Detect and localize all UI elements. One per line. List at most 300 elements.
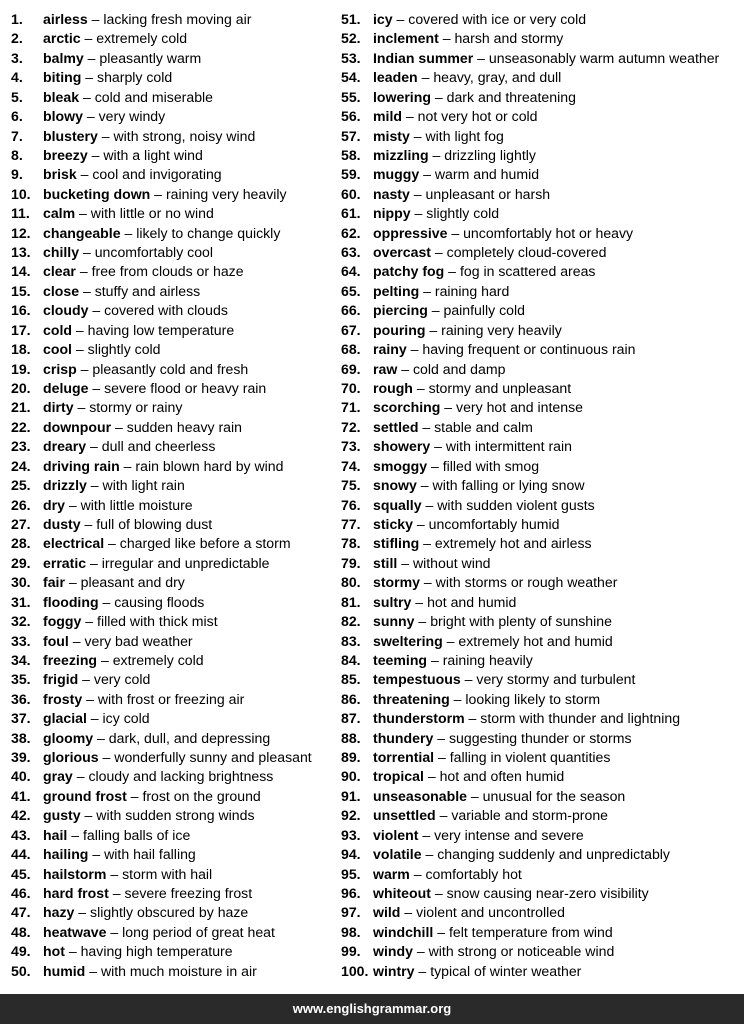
- entry-definition: storm with hail: [122, 865, 213, 882]
- list-item: [341, 165, 741, 184]
- entry-number: 62.: [341, 224, 361, 241]
- entry-separator: –: [419, 166, 435, 183]
- entry-word: windchill: [373, 923, 434, 940]
- entry-word: overcast: [373, 244, 431, 261]
- entry-word: close: [43, 282, 80, 299]
- entry-word: hot: [43, 943, 65, 960]
- entry-separator: –: [72, 768, 89, 785]
- entry-definition: with falling or lying snow: [432, 477, 585, 494]
- entry-separator: –: [75, 263, 92, 280]
- list-item: [11, 127, 336, 146]
- entry-separator: –: [419, 282, 435, 299]
- entry-definition: free from clouds or haze: [91, 263, 244, 280]
- entry-word: inclement: [373, 30, 439, 47]
- entry-word: hazy: [43, 904, 75, 921]
- entry-definition: extremely hot and humid: [458, 632, 613, 649]
- entry-separator: –: [97, 651, 113, 668]
- entry-number: 20.: [11, 380, 31, 397]
- entry-number: 87.: [341, 710, 361, 727]
- entry-word: bucketing down: [43, 185, 151, 202]
- entry-separator: –: [392, 11, 409, 27]
- list-item: [341, 962, 741, 981]
- entry-word: stormy: [373, 574, 420, 591]
- list-item: [11, 107, 336, 126]
- entry-definition: pleasantly cold and fresh: [92, 360, 249, 377]
- list-item: [341, 573, 741, 592]
- entry-number: 6.: [11, 108, 23, 125]
- entry-separator: –: [427, 302, 444, 319]
- entry-definition: very stormy and turbulent: [476, 671, 636, 688]
- entry-definition: with sudden strong winds: [96, 807, 255, 824]
- entry-number: 27.: [11, 515, 31, 532]
- entry-definition: slightly cold: [87, 341, 161, 358]
- list-item: [341, 379, 741, 398]
- entry-word: tropical: [373, 768, 424, 785]
- list-item: [341, 845, 741, 864]
- entry-word: fair: [43, 574, 65, 591]
- entry-separator: –: [420, 574, 436, 591]
- list-item: [341, 612, 741, 631]
- entry-definition: having frequent or continuous rain: [422, 341, 636, 358]
- entry-word: frosty: [43, 690, 83, 707]
- list-item: [11, 10, 336, 29]
- entry-number: 50.: [11, 962, 31, 979]
- entry-separator: –: [111, 418, 127, 435]
- entry-definition: with little moisture: [80, 496, 193, 513]
- entry-number: 3.: [11, 49, 23, 66]
- entry-definition: uncomfortably humid: [428, 515, 560, 532]
- entry-definition: pleasant and dry: [80, 574, 185, 591]
- entry-separator: –: [438, 30, 455, 47]
- list-item: [11, 748, 336, 767]
- entry-word: glorious: [43, 749, 99, 766]
- entry-separator: –: [435, 807, 452, 824]
- entry-word: thundery: [373, 729, 434, 746]
- entry-word: smoggy: [373, 457, 428, 474]
- entry-word: threatening: [373, 690, 450, 707]
- list-item: [11, 437, 336, 456]
- entry-word: dusty: [43, 515, 81, 532]
- entry-definition: without wind: [412, 554, 491, 571]
- entry-separator: –: [444, 263, 460, 280]
- entry-definition: with intermittent rain: [445, 438, 572, 455]
- entry-definition: with hail falling: [104, 846, 196, 863]
- list-column-right: [341, 10, 741, 981]
- entry-word: teeming: [373, 651, 428, 668]
- entry-separator: –: [412, 943, 429, 960]
- entry-word: torrential: [373, 749, 435, 766]
- entry-separator: –: [428, 146, 445, 163]
- list-item: [11, 806, 336, 825]
- list-item: [341, 360, 741, 379]
- entry-word: erratic: [43, 554, 87, 571]
- entry-word: nasty: [373, 185, 410, 202]
- list-item: [341, 632, 741, 651]
- entry-number: 9.: [11, 166, 23, 183]
- entry-separator: –: [430, 88, 447, 105]
- list-item: [11, 49, 336, 68]
- entry-definition: stormy or rainy: [89, 399, 183, 416]
- entry-word: mizzling: [373, 146, 429, 163]
- entry-number: 35.: [11, 671, 31, 688]
- entry-number: 65.: [341, 282, 361, 299]
- list-item: [11, 826, 336, 845]
- list-item: [11, 670, 336, 689]
- entry-separator: –: [427, 651, 443, 668]
- entry-definition: full of blowing dust: [96, 515, 213, 532]
- entry-number: 49.: [11, 943, 31, 960]
- list-item: [341, 593, 741, 612]
- list-item: [11, 884, 336, 903]
- entry-number: 88.: [341, 729, 361, 746]
- entry-definition: raining heavily: [442, 651, 533, 668]
- entry-separator: –: [88, 846, 105, 863]
- entry-separator: –: [447, 224, 464, 241]
- list-item: [11, 593, 336, 612]
- entry-separator: –: [76, 360, 93, 377]
- entry-word: thunderstorm: [373, 710, 465, 727]
- entry-definition: with frost or freezing air: [97, 690, 245, 707]
- entry-separator: –: [86, 438, 102, 455]
- entry-word: biting: [43, 69, 82, 86]
- entry-number: 75.: [341, 477, 361, 494]
- list-item: [11, 942, 336, 961]
- list-item: [11, 29, 336, 48]
- entry-word: gusty: [43, 807, 81, 824]
- entry-separator: –: [442, 632, 459, 649]
- entry-word: changeable: [43, 224, 121, 241]
- entry-definition: snow causing near-zero visibility: [446, 884, 649, 901]
- entry-definition: covered with clouds: [104, 302, 228, 319]
- entry-number: 68.: [341, 341, 361, 358]
- entry-separator: –: [79, 244, 95, 261]
- entry-word: oppressive: [373, 224, 448, 241]
- entry-definition: bright with plenty of sunshine: [430, 613, 612, 630]
- list-item: [11, 340, 336, 359]
- entry-separator: –: [64, 496, 81, 513]
- list-item: [11, 651, 336, 670]
- entry-word: unsettled: [373, 807, 436, 824]
- entry-number: 91.: [341, 787, 361, 804]
- entry-separator: –: [430, 884, 447, 901]
- list-item: [11, 185, 336, 204]
- entry-definition: stuffy and airless: [94, 282, 201, 299]
- entry-separator: –: [421, 846, 438, 863]
- entry-number: 46.: [11, 884, 31, 901]
- entry-definition: irregular and unpredictable: [101, 554, 270, 571]
- list-item: [341, 534, 741, 553]
- entry-word: gloomy: [43, 729, 94, 746]
- entry-definition: unseasonably warm autumn weather: [488, 49, 720, 66]
- entry-word: tempestuous: [373, 671, 461, 688]
- entry-separator: –: [81, 69, 98, 86]
- entry-separator: –: [108, 884, 125, 901]
- entry-definition: cold and damp: [412, 360, 506, 377]
- entry-definition: severe flood or heavy rain: [104, 380, 267, 397]
- entry-word: Indian summer: [373, 49, 474, 66]
- list-item: [341, 243, 741, 262]
- entry-definition: pleasantly warm: [99, 49, 202, 66]
- list-item: [341, 476, 741, 495]
- entry-separator: –: [464, 710, 481, 727]
- entry-definition: not very hot or cold: [417, 108, 538, 125]
- entry-definition: with light rain: [102, 477, 185, 494]
- list-item: [11, 68, 336, 87]
- entry-number: 17.: [11, 321, 31, 338]
- entry-separator: –: [87, 146, 104, 163]
- entry-number: 60.: [341, 185, 361, 202]
- entry-word: hailing: [43, 846, 89, 863]
- entry-definition: completely cloud-covered: [446, 244, 607, 261]
- list-item: [11, 573, 336, 592]
- entry-definition: frost on the ground: [142, 787, 261, 804]
- entry-word: dry: [43, 496, 65, 513]
- entry-definition: suggesting thunder or storms: [448, 729, 632, 746]
- list-item: [341, 437, 741, 456]
- entry-word: warm: [373, 865, 410, 882]
- list-item: [341, 457, 741, 476]
- entry-separator: –: [434, 749, 450, 766]
- entry-word: cloudy: [43, 302, 89, 319]
- list-item: [341, 767, 741, 786]
- entry-word: freezing: [43, 651, 98, 668]
- list-item: [341, 68, 741, 87]
- list-item: [341, 651, 741, 670]
- entry-separator: –: [430, 244, 447, 261]
- entry-number: 70.: [341, 380, 361, 397]
- entry-number: 78.: [341, 535, 361, 552]
- entry-definition: stormy and unpleasant: [428, 380, 572, 397]
- entry-separator: –: [67, 826, 83, 843]
- entry-separator: –: [88, 302, 105, 319]
- list-item: [341, 224, 741, 243]
- entry-number: 53.: [341, 49, 361, 66]
- entry-word: hard frost: [43, 884, 109, 901]
- entry-word: rainy: [373, 341, 407, 358]
- entry-definition: sudden heavy rain: [126, 418, 242, 435]
- entry-separator: –: [150, 185, 166, 202]
- entry-separator: –: [119, 457, 136, 474]
- entry-definition: having high temperature: [80, 943, 233, 960]
- list-item: [341, 29, 741, 48]
- list-item: [11, 398, 336, 417]
- entry-number: 93.: [341, 826, 361, 843]
- entry-word: driving rain: [43, 457, 120, 474]
- entry-separator: –: [418, 826, 435, 843]
- list-item: [341, 88, 741, 107]
- list-item: [341, 146, 741, 165]
- entry-separator: –: [473, 49, 489, 66]
- entry-separator: –: [104, 535, 120, 552]
- entry-separator: –: [401, 108, 418, 125]
- entry-definition: wonderfully sunny and pleasant: [114, 749, 312, 766]
- entry-definition: filled with thick mist: [97, 613, 218, 630]
- entry-word: hailstorm: [43, 865, 107, 882]
- entry-definition: having low temperature: [87, 321, 235, 338]
- entry-word: foul: [43, 632, 69, 649]
- entry-word: heatwave: [43, 923, 107, 940]
- entry-separator: –: [82, 690, 98, 707]
- entry-separator: –: [98, 593, 115, 610]
- entry-definition: charged like before a storm: [119, 535, 291, 552]
- list-item: [341, 418, 741, 437]
- entry-word: dreary: [43, 438, 87, 455]
- entry-separator: –: [82, 108, 99, 125]
- entry-number: 79.: [341, 554, 361, 571]
- entry-word: raw: [373, 360, 398, 377]
- entry-number: 89.: [341, 749, 361, 766]
- entry-separator: –: [427, 457, 443, 474]
- entry-word: chilly: [43, 244, 80, 261]
- list-item: [341, 496, 741, 515]
- entry-number: 54.: [341, 69, 361, 86]
- entry-number: 99.: [341, 943, 361, 960]
- entry-definition: violent and uncontrolled: [416, 904, 565, 921]
- entry-number: 30.: [11, 574, 31, 591]
- entry-number: 58.: [341, 146, 361, 163]
- entry-definition: variable and storm-prone: [451, 807, 609, 824]
- entry-separator: –: [414, 962, 431, 979]
- entry-definition: very windy: [98, 108, 166, 125]
- entry-word: arctic: [43, 30, 81, 47]
- list-item: [341, 10, 741, 29]
- entry-number: 32.: [11, 613, 31, 630]
- entry-word: whiteout: [373, 884, 431, 901]
- entry-separator: –: [120, 224, 137, 241]
- entry-definition: heavy, gray, and dull: [433, 69, 562, 86]
- entry-number: 36.: [11, 690, 31, 707]
- entry-number: 37.: [11, 710, 31, 727]
- entry-word: drizzly: [43, 477, 87, 494]
- list-item: [341, 903, 741, 922]
- entry-word: bleak: [43, 88, 80, 105]
- entry-number: 5.: [11, 88, 23, 105]
- entry-separator: –: [71, 341, 88, 358]
- list-item: [341, 127, 741, 146]
- entry-separator: –: [419, 535, 435, 552]
- entry-word: pouring: [373, 321, 426, 338]
- list-item: [341, 942, 741, 961]
- entry-definition: raining hard: [434, 282, 510, 299]
- entry-definition: with strong or noticeable wind: [428, 943, 615, 960]
- entry-separator: –: [80, 515, 97, 532]
- entry-word: volatile: [373, 846, 422, 863]
- entry-number: 76.: [341, 496, 361, 513]
- entry-number: 95.: [341, 865, 361, 882]
- entry-word: still: [373, 554, 398, 571]
- entry-separator: –: [79, 282, 95, 299]
- list-item: [341, 282, 741, 301]
- entry-separator: –: [98, 749, 115, 766]
- entry-word: nippy: [373, 205, 411, 222]
- entry-definition: fog in scattered areas: [459, 263, 596, 280]
- entry-number: 22.: [11, 418, 31, 435]
- entry-number: 43.: [11, 826, 31, 843]
- entry-number: 24.: [11, 457, 31, 474]
- entry-definition: extremely cold: [96, 30, 188, 47]
- entry-word: squally: [373, 496, 422, 513]
- entry-definition: warm and humid: [434, 166, 540, 183]
- list-item: [341, 321, 741, 340]
- entry-word: sunny: [373, 613, 415, 630]
- entry-number: 23.: [11, 438, 31, 455]
- footer-bar: [0, 994, 744, 1024]
- entry-word: lowering: [373, 88, 431, 105]
- list-item: [11, 962, 336, 981]
- entry-definition: typical of winter weather: [430, 962, 582, 979]
- entry-separator: –: [467, 787, 483, 804]
- entry-separator: –: [406, 341, 423, 358]
- entry-separator: –: [418, 418, 435, 435]
- entry-definition: sharply cold: [97, 69, 173, 86]
- list-item: [341, 884, 741, 903]
- entry-separator: –: [83, 49, 100, 66]
- entry-definition: extremely hot and airless: [434, 535, 592, 552]
- entry-word: rough: [373, 380, 413, 397]
- entry-definition: hot and humid: [427, 593, 517, 610]
- list-item: [341, 670, 741, 689]
- entry-number: 7.: [11, 127, 23, 144]
- entry-word: downpour: [43, 418, 112, 435]
- entry-separator: –: [74, 904, 91, 921]
- entry-definition: with a light wind: [103, 146, 203, 163]
- entry-number: 83.: [341, 632, 361, 649]
- entry-word: showery: [373, 438, 431, 455]
- entry-word: frigid: [43, 671, 79, 688]
- entry-definition: cool and invigorating: [92, 166, 222, 183]
- list-item: [11, 865, 336, 884]
- entry-separator: –: [397, 554, 413, 571]
- entry-separator: –: [64, 943, 81, 960]
- list-item: [341, 107, 741, 126]
- entry-definition: harsh and stormy: [454, 30, 564, 47]
- entry-number: 98.: [341, 923, 361, 940]
- list-item: [341, 340, 741, 359]
- entry-definition: painfully cold: [443, 302, 525, 319]
- entry-number: 18.: [11, 341, 31, 358]
- entry-separator: –: [433, 923, 449, 940]
- entry-number: 73.: [341, 438, 361, 455]
- entry-number: 63.: [341, 244, 361, 261]
- entry-separator: –: [440, 399, 457, 416]
- entry-definition: dark, dull, and depressing: [108, 729, 271, 746]
- entry-word: ground frost: [43, 787, 127, 804]
- entry-number: 61.: [341, 205, 361, 222]
- entry-word: airless: [43, 11, 88, 27]
- entry-word: sweltering: [373, 632, 443, 649]
- entry-definition: filled with smog: [442, 457, 540, 474]
- entry-number: 4.: [11, 69, 23, 86]
- entry-word: wintry: [373, 962, 415, 979]
- footer-site-url[interactable]: www.englishgrammar.org: [292, 1001, 452, 1016]
- entry-number: 29.: [11, 554, 31, 571]
- entry-separator: –: [88, 380, 105, 397]
- entry-number: 82.: [341, 613, 361, 630]
- entry-word: misty: [373, 127, 410, 144]
- entry-definition: unpleasant or harsh: [425, 185, 551, 202]
- entry-definition: raining very heavily: [441, 321, 562, 338]
- list-item: [341, 690, 741, 709]
- entry-definition: storm with thunder and lightning: [480, 710, 681, 727]
- entry-separator: –: [417, 69, 434, 86]
- entry-definition: drizzling lightly: [444, 146, 536, 163]
- entry-number: 45.: [11, 865, 31, 882]
- list-item: [341, 709, 741, 728]
- list-item: [11, 729, 336, 748]
- list-item: [11, 903, 336, 922]
- entry-definition: uncomfortably cool: [94, 244, 214, 261]
- entry-definition: falling in violent quantities: [449, 749, 611, 766]
